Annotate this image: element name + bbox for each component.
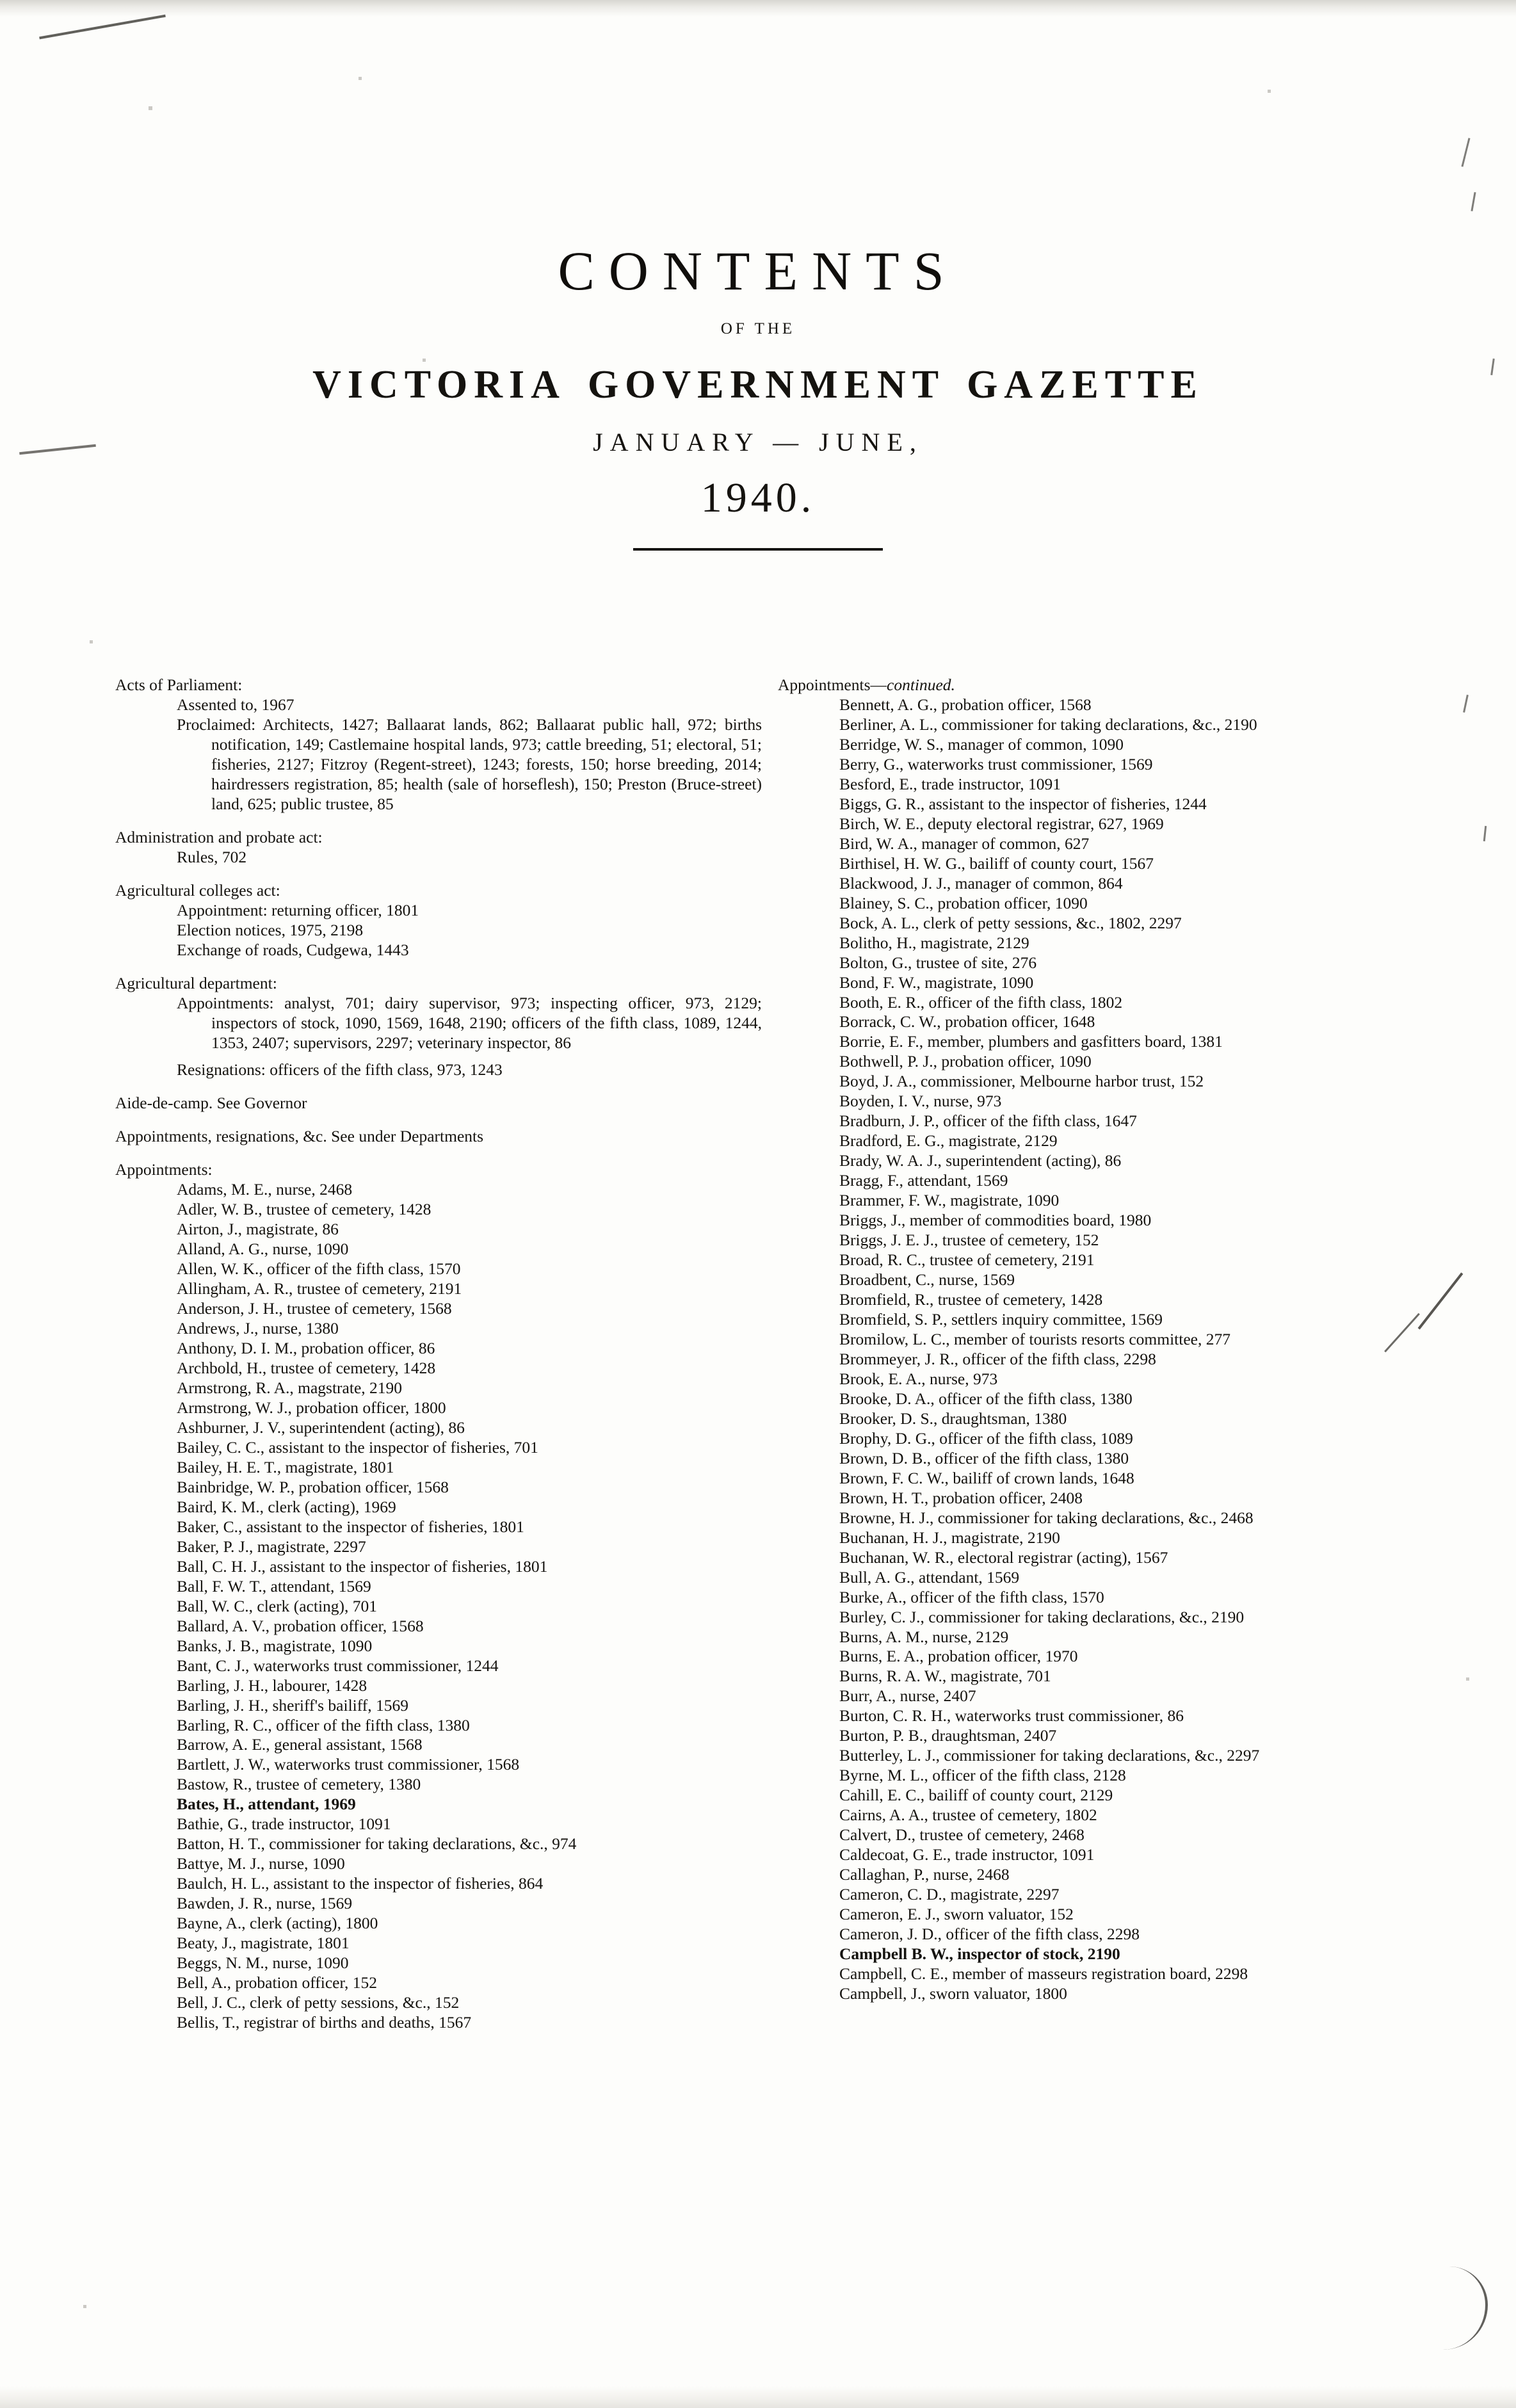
index-entry: Baird, K. M., clerk (acting), 1969 [177,1497,396,1516]
index-entry: Bond, F. W., magistrate, 1090 [839,973,1034,992]
index-entry: Brommeyer, J. R., officer of the fifth class, 2298 [839,1349,1156,1368]
index-entry: Adams, M. E., nurse, 2468 [177,1180,353,1199]
index-entry: Bellis, T., registrar of births and deaths, 1567 [177,2013,472,2032]
index-entry: Callaghan, P., nurse, 2468 [839,1865,1010,1884]
index-entry: Buchanan, W. R., electoral registrar (acting), 1567 [839,1547,1168,1567]
index-entry: Ball, W. C., clerk (acting), 701 [177,1596,378,1615]
index-entry: Brooke, D. A., officer of the fifth class, 1380 [839,1389,1133,1408]
index-entry: Alland, A. G., nurse, 1090 [177,1240,349,1259]
index-entry: Brophy, D. G., officer of the fifth class, 1089 [839,1428,1133,1448]
contents-subentry: Proclaimed: Architects, 1427; Ballaarat lands, 862; Ballaarat public hall, 972; births notification, 149; Castlemaine hospital lands, 973; cattle breeding, 51; electoral, 51; fisheries, 2127; Fitzroy (Regent-street), 1243; forests, 150; horse breeding, 2014; hairdressers registration, 85; health (sale of horseflesh), 150; Preston (Bruce-street) land, 625; public trustee, 85 [177,715,762,813]
index-entry: Broad, R. C., trustee of cemetery, 2191 [839,1250,1095,1270]
contents-heading-continued-italic: continued. [887,675,955,694]
index-entry: Bromfield, R., trustee of cemetery, 1428 [839,1290,1103,1309]
index-entry: Bell, A., probation officer, 152 [177,1973,377,1992]
index-entry: Ball, F. W. T., attendant, 1569 [177,1576,371,1596]
contents-entry-group [115,675,762,814]
index-entry: Bromfield, S. P., settlers inquiry committee, 1569 [839,1310,1163,1329]
index-entry: Biggs, G. R., assistant to the inspector of fisheries, 1244 [839,794,1207,813]
contents-heading-continued-text: Appointments— [778,675,887,694]
index-entry: Burns, E. A., probation officer, 1970 [839,1647,1078,1666]
contents-heading-continued [778,675,1456,695]
index-entry: Airton, J., magistrate, 86 [177,1220,339,1239]
index-entry: Bolitho, H., magistrate, 2129 [839,933,1029,952]
index-entry: Butterley, L. J., commissioner for taking declarations, &c., 2297 [839,1746,1260,1765]
index-entry: Bothwell, P. J., probation officer, 1090 [839,1052,1092,1071]
index-entry: Anthony, D. I. M., probation officer, 86 [177,1339,435,1358]
contents-heading: Appointments: [115,1160,213,1179]
masthead-year: 1940. [700,474,816,521]
index-entry: Burns, R. A. W., magistrate, 701 [839,1667,1051,1686]
index-entry: Briggs, J. E. J., trustee of cemetery, 152 [839,1231,1099,1250]
index-entry: Burton, C. R. H., waterworks trust commissioner, 86 [839,1706,1184,1725]
pen-mark-top-left [39,15,166,40]
scan-speck [90,640,93,643]
index-entry: Burns, A. M., nurse, 2129 [839,1627,1009,1646]
index-entry: Bawden, J. R., nurse, 1569 [177,1894,353,1913]
index-entry: Banks, J. B., magistrate, 1090 [177,1636,373,1655]
index-entry: Briggs, J., member of commodities board, 1980 [839,1211,1152,1230]
masthead-publication [0,362,1516,408]
masthead-publication-word-2: GOVERNMENT [587,363,946,407]
index-entry: Battye, M. J., nurse, 1090 [177,1854,345,1873]
contents-subentry: Election notices, 1975, 2198 [177,920,364,939]
index-entry: Baker, C., assistant to the inspector of fisheries, 1801 [177,1517,524,1536]
masthead-divider [633,548,883,551]
index-entry: Anderson, J. H., trustee of cemetery, 1568 [177,1299,452,1318]
index-entry: Borrack, C. W., probation officer, 1648 [839,1012,1095,1031]
index-entry: Bartlett, J. W., waterworks trust commissioner, 1568 [177,1755,520,1774]
appointments-index [115,1160,762,2033]
index-entry: Boyd, J. A., commissioner, Melbourne harbor trust, 152 [839,1072,1204,1091]
index-entry: Cameron, C. D., magistrate, 2297 [839,1885,1060,1904]
contents-heading: Agricultural department: [115,973,277,992]
contents-column-left [115,675,762,2046]
index-entry: Buchanan, H. J., magistrate, 2190 [839,1528,1060,1547]
contents-subentry: Appointment: returning officer, 1801 [177,900,419,919]
index-entry: Baulch, H. L., assistant to the inspector of fisheries, 864 [177,1874,544,1893]
contents-subentry: Resignations: officers of the fifth class, 973, 1243 [177,1060,503,1079]
index-entry: Burley, C. J., commissioner for taking declarations, &c., 2190 [839,1607,1245,1626]
contents-columns [0,675,1516,2340]
index-entry: Baker, P. J., magistrate, 2297 [177,1537,366,1556]
index-entry: Andrews, J., nurse, 1380 [177,1319,339,1338]
index-entry: Allingham, A. R., trustee of cemetery, 2191 [177,1279,462,1298]
contents-subentry: Exchange of roads, Cudgewa, 1443 [177,940,409,959]
index-entry: Burke, A., officer of the fifth class, 1570 [839,1587,1104,1606]
index-entry: Birch, W. E., deputy electoral registrar, 627, 1969 [839,814,1164,833]
index-entry: Berry, G., waterworks trust commissioner, 1569 [839,754,1153,773]
index-entry: Cameron, J. D., officer of the fifth class, 2298 [839,1925,1140,1944]
index-entry: Burr, A., nurse, 2407 [839,1686,976,1706]
index-entry: Allen, W. K., officer of the fifth class, 1570 [177,1259,461,1279]
contents-entry-group [115,881,762,960]
index-entry: Beaty, J., magistrate, 1801 [177,1934,350,1953]
index-entry: Ashburner, J. V., superintendent (acting), 86 [177,1418,465,1437]
pen-mark-right-2 [1471,192,1476,211]
contents-heading: Administration and probate act: [115,827,323,846]
index-entry: Blackwood, J. J., manager of common, 864 [839,873,1123,893]
contents-column-right [778,675,1456,2004]
index-entry: Bradford, E. G., magistrate, 2129 [839,1131,1058,1151]
index-entry: Caldecoat, G. E., trade instructor, 1091 [839,1845,1095,1864]
contents-entry-group [115,974,762,1081]
scan-speck [149,106,152,110]
index-entry: Bathie, G., trade instructor, 1091 [177,1814,391,1834]
index-entry: Birthisel, H. W. G., bailiff of county court, 1567 [839,853,1154,873]
index-entry: Bradburn, J. P., officer of the fifth class, 1647 [839,1111,1137,1131]
contents-entry-group [115,1127,762,1147]
index-entry: Calvert, D., trustee of cemetery, 2468 [839,1825,1085,1845]
index-entry: Beggs, N. M., nurse, 1090 [177,1953,349,1973]
index-entry: Campbell, C. E., member of masseurs registration board, 2298 [839,1964,1248,1983]
masthead-of-the: OF THE [720,320,796,337]
index-entry: Bennett, A. G., probation officer, 1568 [839,695,1092,714]
index-entry: Cameron, E. J., sworn valuator, 152 [839,1905,1074,1924]
index-entry: Borrie, E. F., member, plumbers and gasfitters board, 1381 [839,1032,1223,1051]
contents-heading: Agricultural colleges act: [115,880,280,900]
index-entry: Bull, A. G., attendant, 1569 [839,1567,1020,1587]
index-entry: Brown, H. T., probation officer, 2408 [839,1488,1083,1507]
index-entry: Brook, E. A., nurse, 973 [839,1369,998,1388]
index-entry: Ball, C. H. J., assistant to the inspector of fisheries, 1801 [177,1556,548,1576]
index-entry: Bird, W. A., manager of common, 627 [839,834,1090,853]
masthead [0,240,1516,551]
index-entry: Bastow, R., trustee of cemetery, 1380 [177,1775,421,1794]
index-entry: Bailey, C. C., assistant to the inspector of fisheries, 701 [177,1437,538,1457]
index-entry: Batton, H. T., commissioner for taking declarations, &c., 974 [177,1834,577,1854]
contents-heading: Aide-de-camp. See Governor [115,1094,307,1113]
masthead-publication-word-3: GAZETTE [967,363,1204,407]
index-entry: Berliner, A. L., commissioner for taking declarations, &c., 2190 [839,715,1257,734]
contents-subentry: Appointments: analyst, 701; dairy supervisor, 973; inspecting officer, 973, 2129; inspectors of stock, 1090, 1569, 1648, 2190; officers of the fifth class, 1089, 1244, 1353, 2407; supervisors, 2297; veterinary inspector, 86 [177,993,762,1052]
index-entry: Barrow, A. E., general assistant, 1568 [177,1735,423,1754]
index-entry: Bainbridge, W. P., probation officer, 1568 [177,1477,449,1496]
index-entry: Armstrong, R. A., magstrate, 2190 [177,1378,403,1398]
index-entry: Bromilow, L. C., member of tourists resorts committee, 277 [839,1329,1230,1348]
index-entry: Brady, W. A. J., superintendent (acting), 86 [839,1151,1122,1170]
index-entry: Bock, A. L., clerk of petty sessions, &c., 1802, 2297 [839,913,1182,932]
contents-entry-group [115,1094,762,1113]
scan-edge-top [0,0,1516,17]
index-entry: Berridge, W. S., manager of common, 1090 [839,734,1124,754]
index-entry: Campbell B. W., inspector of stock, 2190 [839,1944,1120,1963]
pen-mark-right-1 [1461,138,1470,166]
index-entry: Bolton, G., trustee of site, 276 [839,953,1037,972]
index-entry: Byrne, M. L., officer of the fifth class, 2128 [839,1766,1126,1785]
index-entry: Bayne, A., clerk (acting), 1800 [177,1914,378,1933]
index-entry: Adler, W. B., trustee of cemetery, 1428 [177,1200,431,1219]
index-entry: Browne, H. J., commissioner for taking declarations, &c., 2468 [839,1508,1254,1527]
index-entry: Bailey, H. E. T., magistrate, 1801 [177,1457,394,1476]
index-entry: Brown, F. C. W., bailiff of crown lands, 1648 [839,1468,1134,1487]
masthead-period: JANUARY — JUNE, [593,428,923,457]
index-entry: Brown, D. B., officer of the fifth class, 1380 [839,1448,1129,1467]
index-entry: Barling, J. H., sheriff's bailiff, 1569 [177,1695,409,1715]
index-entry: Burton, P. B., draughtsman, 2407 [839,1726,1057,1745]
scan-speck [359,77,362,80]
masthead-publication-word-1: VICTORIA [312,363,566,407]
index-entry: Boyden, I. V., nurse, 973 [839,1092,1002,1111]
index-entry: Campbell, J., sworn valuator, 1800 [839,1984,1067,2003]
index-entry: Cahill, E. C., bailiff of county court, 2129 [839,1786,1113,1805]
index-entry: Cairns, A. A., trustee of cemetery, 1802 [839,1806,1097,1825]
contents-heading: Acts of Parliament: [115,675,243,694]
index-entry: Ballard, A. V., probation officer, 1568 [177,1616,424,1635]
index-entry: Bell, J. C., clerk of petty sessions, &c., 152 [177,1993,460,2012]
index-entry: Booth, E. R., officer of the fifth class, 1802 [839,992,1123,1012]
index-entry: Bant, C. J., waterworks trust commissioner, 1244 [177,1656,499,1675]
index-entry: Barling, J. H., labourer, 1428 [177,1676,367,1695]
scan-speck [1268,90,1271,93]
index-entry: Brammer, F. W., magistrate, 1090 [839,1191,1060,1210]
index-entry: Bragg, F., attendant, 1569 [839,1171,1008,1190]
contents-subentry: Assented to, 1967 [177,695,294,714]
scan-edge-bottom [0,2386,1516,2408]
index-entry: Brooker, D. S., draughtsman, 1380 [839,1409,1067,1428]
contents-heading: Appointments, resignations, &c. See under Departments [115,1127,484,1146]
contents-entry-group [115,828,762,868]
page-title: CONTENTS [558,240,958,302]
contents-subentry: Rules, 702 [177,847,247,866]
index-entry: Armstrong, W. J., probation officer, 1800 [177,1398,446,1417]
index-entry: Broadbent, C., nurse, 1569 [839,1270,1015,1289]
index-entry: Besford, E., trade instructor, 1091 [839,774,1061,793]
index-entry: Blainey, S. C., probation officer, 1090 [839,893,1088,912]
index-entry: Bates, H., attendant, 1969 [177,1795,356,1814]
index-entry: Barling, R. C., officer of the fifth class, 1380 [177,1715,470,1734]
index-entry: Archbold, H., trustee of cemetery, 1428 [177,1359,436,1378]
